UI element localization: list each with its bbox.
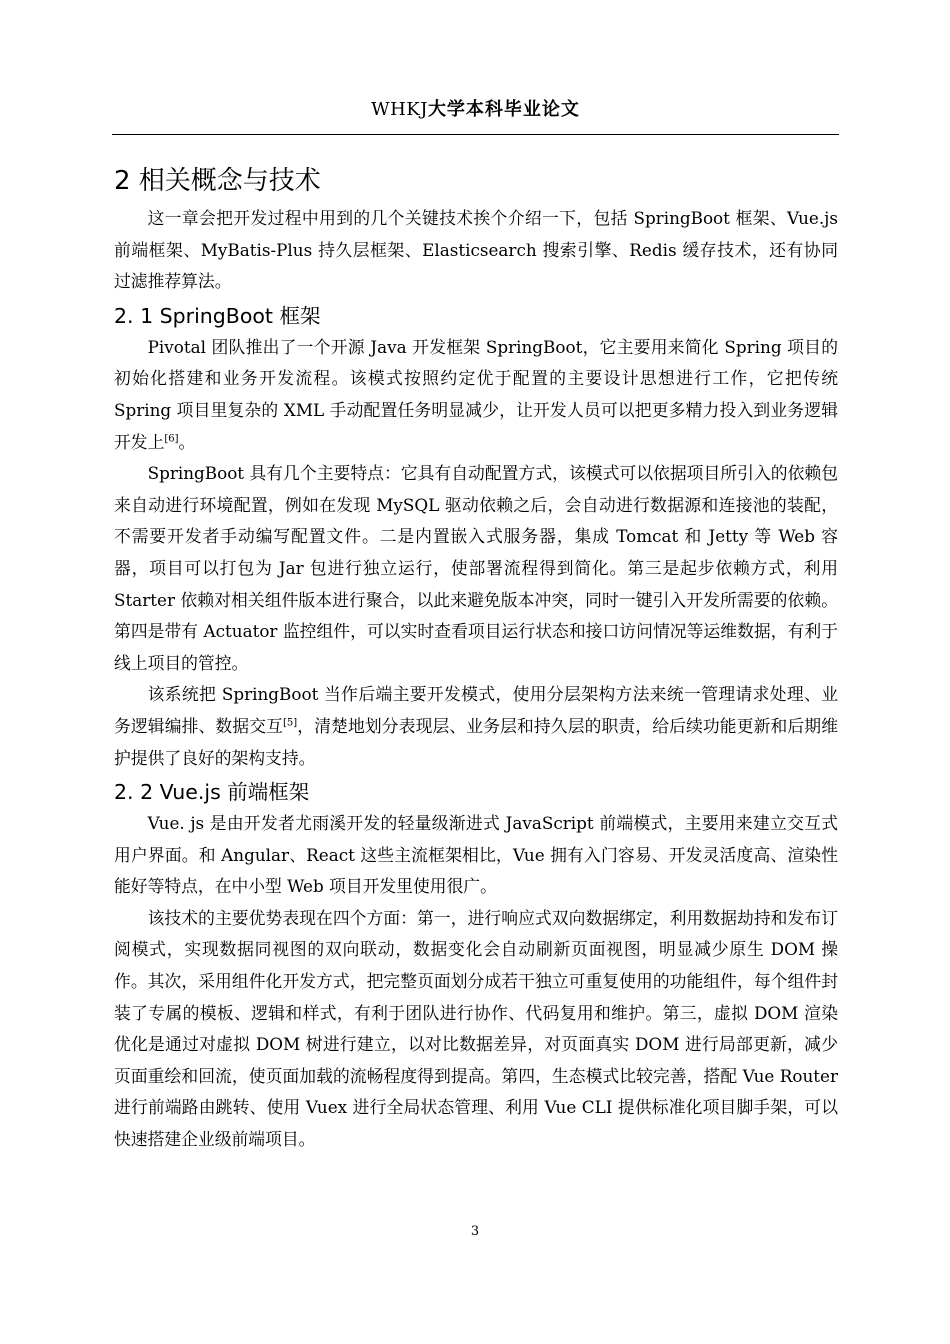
section-2-2-title: 2. 2 Vue.js 前端框架 [114, 780, 310, 805]
section-2-1-paragraph-1 [114, 332, 838, 458]
section-2-2-paragraph-2: 该技术的主要优势表现在四个方面：第一，进行响应式双向数据绑定，利用数据劫持和发布订阅模式，实现数据同视图的双向联动，数据变化会自动刷新页面视图，明显减少原生 DOM 操作。其次，采用组件化开发方式，把完整页面划分成若干独立可重复使用的功能组件，每个组件封装了专属的模板、逻辑和样式，有利于团队进行协作、代码复用和维护。第三，虚拟 DOM 渲染优化是通过对虚拟 DOM 树进行建立，以对比数据差异，对页面真实 DOM 进行局部更新，减少页面重绘和回流，使页面加载的流畅程度得到提高。第四，生态模式比较完善，搭配 Vue Router 进行前端路由跳转、使用 Vuex 进行全局状态管理、利用 Vue CLI 提供标准化项目脚手架，可以快速搭建企业级前端项目。 [114, 907, 838, 1150]
header-university-code: WHKJ [371, 99, 428, 120]
page-body [114, 163, 838, 1156]
header-thesis-title: 大学本科毕业论文 [427, 99, 580, 120]
section-2-1-title: 2. 1 SpringBoot 框架 [114, 303, 321, 328]
section-2-1-paragraph-3 [114, 679, 838, 774]
page-header [112, 92, 839, 135]
paragraph-text: Pivotal 团队推出了一个开源 Java 开发框架 SpringBoot，它主要用来简化 Spring 项目的初始化搭建和业务开发流程。该模式按照约定优于配置的主要设计思想进行工作，它把传统 Spring 项目里复杂的 XML 手动配置任务明显减少，让开发人员可以把更多精力投入到业务逻辑开发上 [114, 336, 838, 452]
page-number: 3 [470, 1224, 480, 1239]
citation-6: [6] [164, 432, 179, 444]
section-2-2-paragraph-1: Vue. js 是由开发者尤雨溪开发的轻量级渐进式 JavaScript 前端模式，主要用来建立交互式用户界面。和 Angular、React 这些主流框架相比，Vue 拥有入门容易、开发灵活度高、渲染性能好等特点，在中小型 Web 项目开发里使用很广。 [114, 813, 838, 897]
paragraph-text: 该系统把 SpringBoot 当作后端主要开发模式，使用分层架构方法来统一管理请求处理、业务逻辑编排、数据交互 [114, 684, 838, 736]
citation-5: [5] [283, 717, 298, 729]
chapter-intro-paragraph: 这一章会把开发过程中用到的几个关键技术挨个介绍一下，包括 SpringBoot 框架、Vue.js 前端框架、MyBatis-Plus 持久层框架、Elasticsearch 搜索引擎、Redis 缓存技术，还有协同过滤推荐算法。 [114, 208, 838, 292]
section-2-1-paragraph-2: SpringBoot 具有几个主要特点：它具有自动配置方式，该模式可以依据项目所引入的依赖包来自动进行环境配置，例如在发现 MySQL 驱动依赖之后，会自动进行数据源和连接池的装配，不需要开发者手动编写配置文件。二是内置嵌入式服务器，集成 Tomcat 和 Jetty 等 Web 容器，项目可以打包为 Jar 包进行独立运行，使部署流程得到简化。第三是起步依赖方式，利用 Starter 依赖对相关组件版本进行聚合，以此来避免版本冲突，同时一键引入开发所需要的依赖。第四是带有 Actuator 监控组件，可以实时查看项目运行状态和接口访问情况等运维数据，有利于线上项目的管控。 [114, 463, 838, 673]
paragraph-text-end: ，清楚地划分表现层、业务层和持久层的职责，给后续功能更新和后期维护提供了良好的架构支持。 [114, 715, 838, 768]
chapter-title: 2 相关概念与技术 [114, 166, 321, 196]
paragraph-text-end: 。 [178, 431, 196, 452]
